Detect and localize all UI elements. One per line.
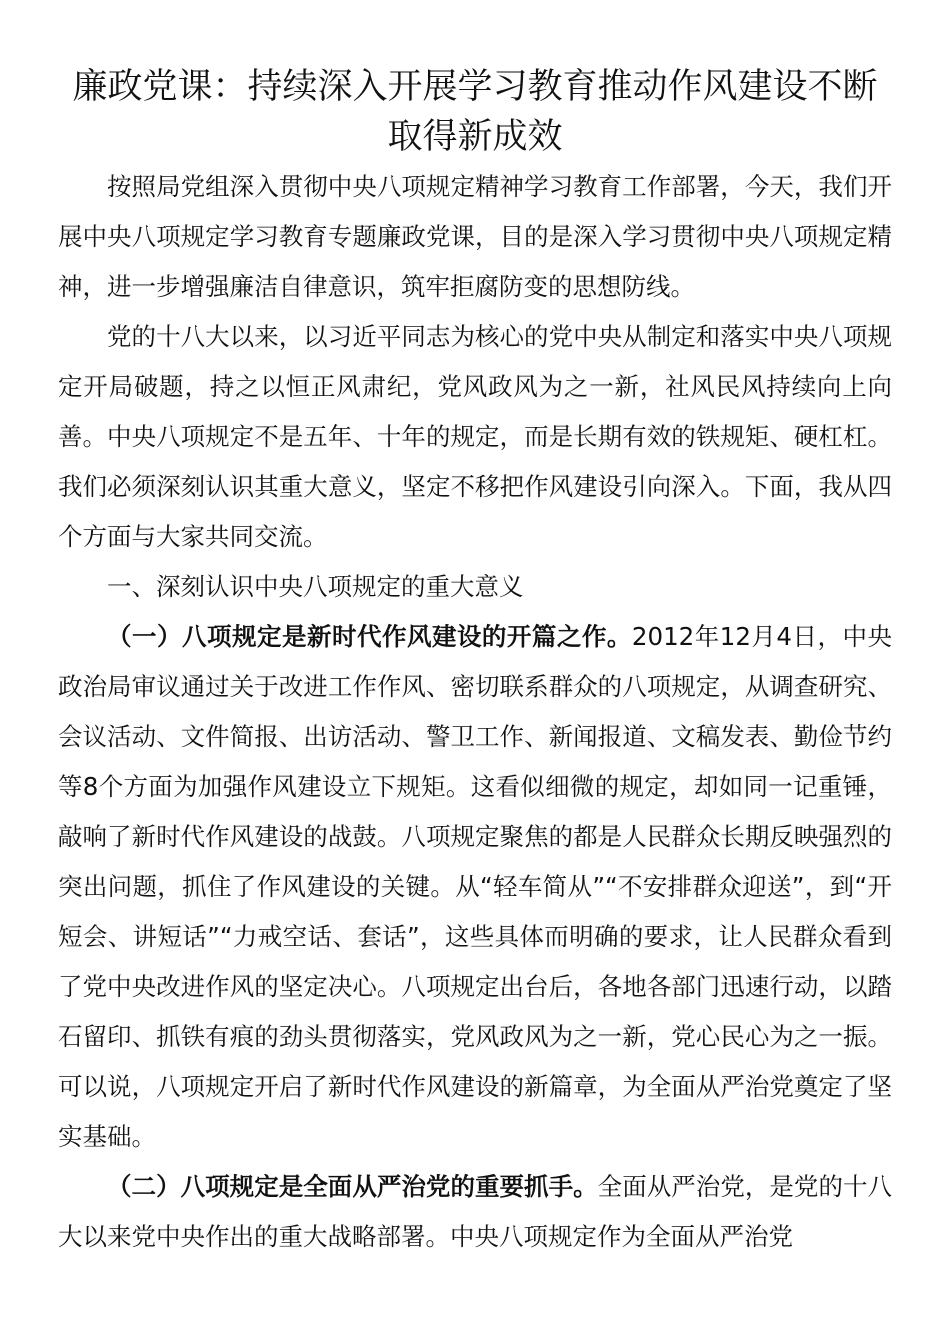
intro-paragraph: 按照局党组深入贯彻中央八项规定精神学习教育工作部署，今天，我们开展中央八项规定学习教育专题廉政党课，目的是深入学习贯彻中央八项规定精神，进一步增强廉洁自律意识，筑牢拒腐防变的思想防线。 xyxy=(58,172,892,301)
background-paragraph: 党的十八大以来，以习近平同志为核心的党中央从制定和落实中央八项规定开局破题，持之以恒正风肃纪，党风政风为之一新，社风民风持续向上向善。中央八项规定不是五年、十年的规定，而是长期有效的铁规矩、硬杠杠。我们必须深刻认识其重大意义，坚定不移把作风建设引向深入。下面，我从四个方面与大家共同交流。 xyxy=(58,322,892,551)
subsection-2-lead: （二）八项规定是全面从严治党的重要抓手。 xyxy=(107,1172,598,1201)
subsection-1-body: 2012年12月4日，中央政治局审议通过关于改进工作作风、密切联系群众的八项规定，从调查研究、会议活动、文件简报、出访活动、警卫工作、新闻报道、文稿发表、勤俭节约等8个方面为加强作风建设立下规矩。这看似细微的规定，却如同一记重锤，敲响了新时代作风建设的战鼓。八项规定聚焦的都是人民群众长期反映强烈的突出问题，抓住了作风建设的关键。从“轻车简从”“不安排群众迎送”，到“开短会、讲短话”“力戒空话、套话”，这些具体而明确的要求，让人民群众看到了党中央改进作风的坚定决心。八项规定出台后，各地各部门迅速行动，以踏石留印、抓铁有痕的劲头贯彻落实，党风政风为之一新，党心民心为之一振。可以说，八项规定开启了新时代作风建设的新篇章，为全面从严治党奠定了坚实基础。 xyxy=(58,622,893,1151)
subsection-1-lead: （一）八项规定是新时代作风建设的开篇之作。 xyxy=(107,622,632,651)
subsection-2-paragraph xyxy=(58,1162,892,1262)
section-heading: 一、深刻认识中央八项规定的重大意义 xyxy=(107,572,524,601)
subsection-1-paragraph xyxy=(58,612,892,1162)
document-page xyxy=(58,62,892,1262)
subsection-2-body: 全面从严治党，是党的十八大以来党中央作出的重大战略部署。中央八项规定作为全面从严治党 xyxy=(58,1172,893,1251)
document-title: 廉政党课：持续深入开展学习教育推动作风建设不断取得新成效 xyxy=(72,67,878,157)
